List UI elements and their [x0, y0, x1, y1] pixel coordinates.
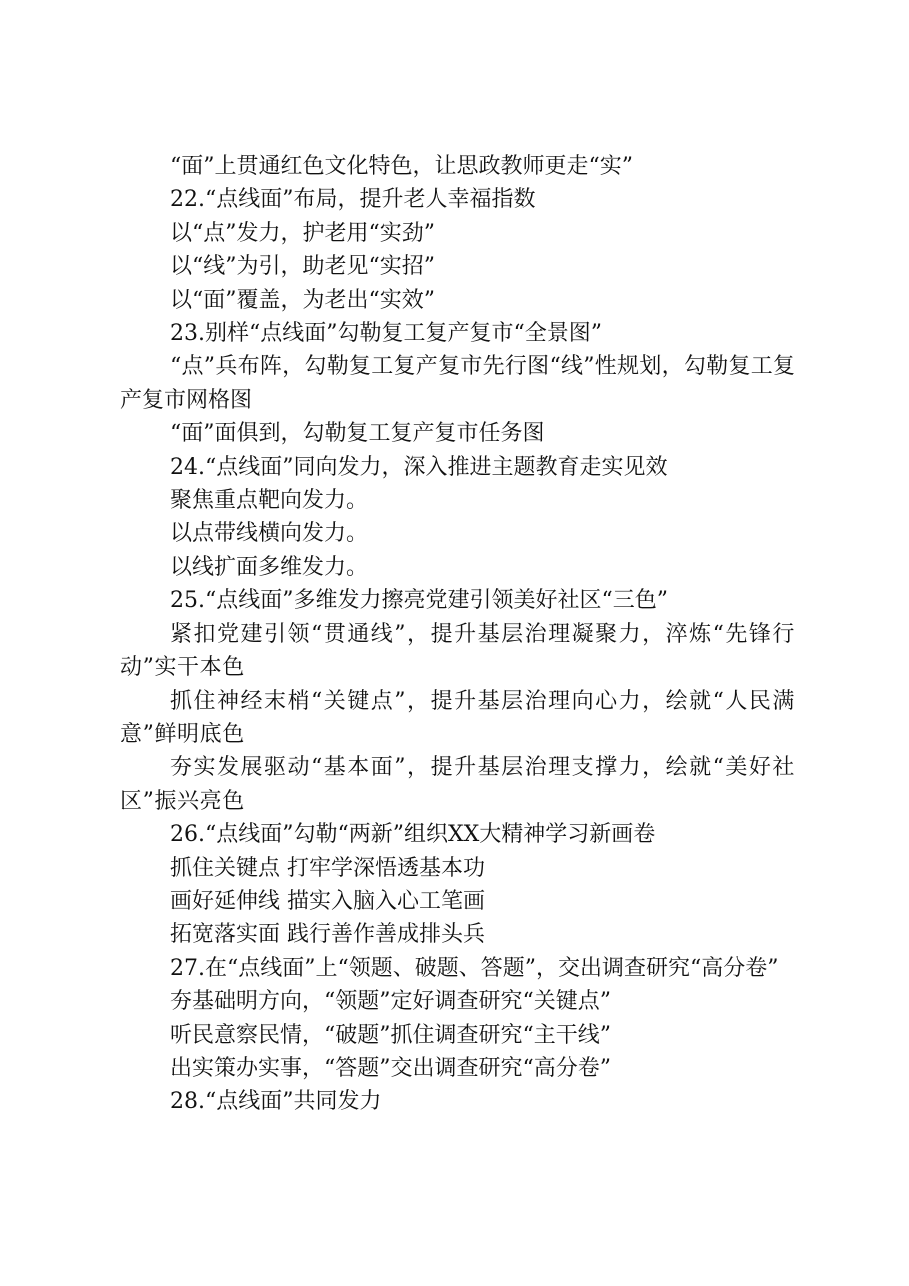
paragraph: 以点带线横向发力。 [170, 521, 369, 547]
paragraph: 听民意察民情，“破题”抓住调查研究“主干线” [170, 1022, 611, 1048]
section-heading-26: 26.“点线面”勾勒“两新”组织XX大精神学习新画卷 [170, 822, 656, 848]
section-heading-25: 25.“点线面”多维发力擦亮党建引领美好社区“三色” [170, 588, 668, 614]
paragraph: 出实策办实事，“答题”交出调查研究“高分卷” [170, 1055, 611, 1081]
paragraph: 以线扩面多维发力。 [170, 554, 369, 580]
paragraph: “点”兵布阵，勾勒复工复产复市先行图“线”性规划，勾勒复工复产复市网格图 [120, 354, 795, 413]
paragraph: 抓住关键点 打牢学深悟透基本功 [170, 855, 485, 881]
section-heading-23: 23.别样“点线面”勾勒复工复产复市“全景图” [170, 321, 602, 347]
section-heading-24: 24.“点线面”同向发力，深入推进主题教育走实见效 [170, 454, 668, 480]
paragraph: “面”上贯通红色文化特色，让思政教师更走“实” [170, 154, 633, 179]
paragraph: 画好延伸线 描实入脑入心工笔画 [170, 888, 485, 914]
section-heading-28: 28.“点线面”共同发力 [170, 1089, 382, 1115]
paragraph: 拓宽落实面 践行善作善成排头兵 [170, 922, 485, 948]
paragraph: 夯实发展驱动“基本面”，提升基层治理支撑力，绘就“美好社区”振兴亮色 [120, 755, 795, 814]
paragraph: 以“面”覆盖，为老出“实效” [170, 287, 435, 313]
section-heading-27: 27.在“点线面”上“领题、破题、答题”，交出调查研究“高分卷” [170, 955, 779, 981]
section-heading-22: 22.“点线面”布局，提升老人幸福指数 [170, 187, 536, 213]
paragraph: 紧扣党建引领“贯通线”，提升基层治理凝聚力，淬炼“先锋行动”实干本色 [120, 621, 795, 681]
paragraph: 抓住神经末梢“关键点”，提升基层治理向心力，绘就“人民满意”鲜明底色 [120, 688, 795, 747]
paragraph: 聚焦重点靶向发力。 [170, 488, 369, 514]
paragraph: “面”面俱到，勾勒复工复产复市任务图 [170, 421, 545, 447]
document-body [120, 150, 795, 1119]
paragraph: 以“线”为引，助老见“实招” [170, 254, 435, 280]
paragraph: 以“点”发力，护老用“实劲” [170, 220, 435, 246]
paragraph: 夯基础明方向，“领题”定好调查研究“关键点” [170, 989, 611, 1015]
